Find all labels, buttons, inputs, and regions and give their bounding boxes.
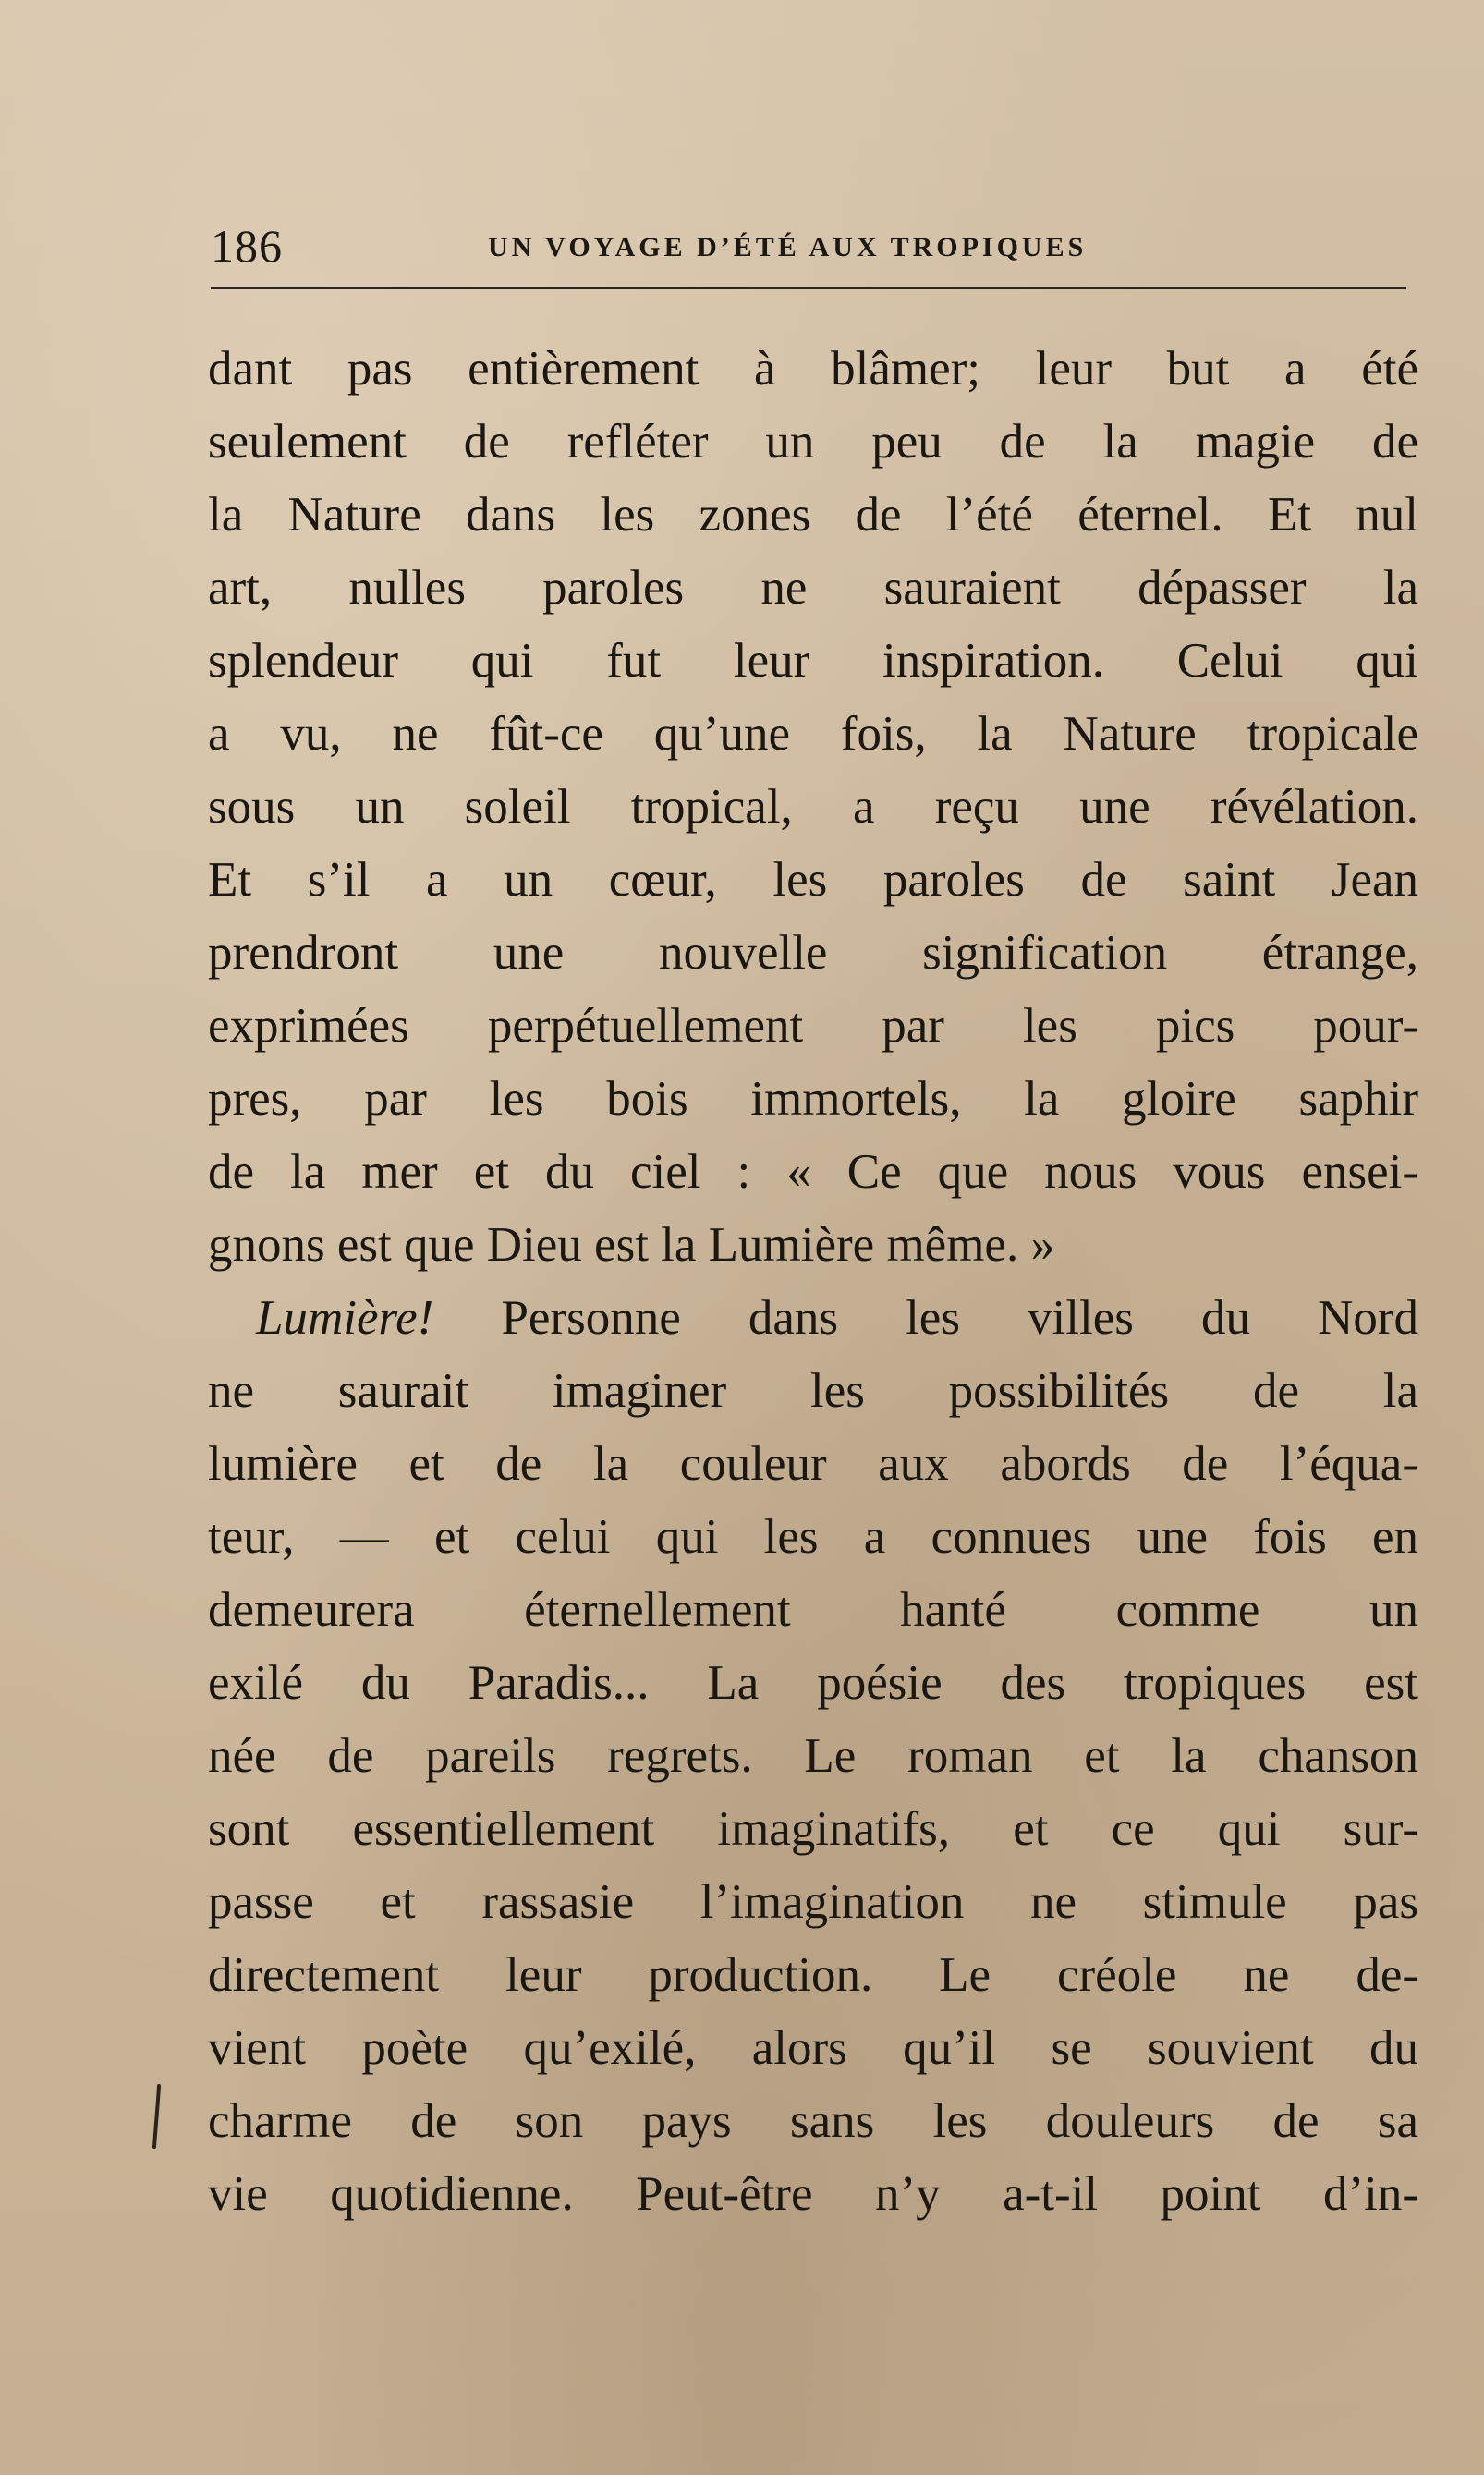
text-segment: Personne dans les villes du Nord [433,1291,1418,1345]
page-header [211,211,1405,275]
header-rule [211,287,1406,289]
text-line: pres, par les bois immortels, la gloire saphir [208,1072,1418,1126]
text-line: sous un soleil tropical, a reçu une révélation. [208,780,1418,834]
text-line: seulement de refléter un peu de la magie de [208,415,1418,469]
text-line: exprimées perpétuellement par les pics pour- [208,999,1418,1053]
body-text [208,333,1418,2231]
running-title: UN VOYAGE D’ÉTÉ AUX TROPIQUES [488,232,1088,262]
text-line-first [208,1282,1418,1355]
paragraph-2 [208,1282,1418,2231]
text-line: Et s’il a un cœur, les paroles de saint Jean [208,853,1418,907]
text-line: dant pas entièrement à blâmer; leur but a été [208,342,1418,396]
text-line: gnons est que Dieu est la Lumière même. » [208,1218,1055,1272]
text-line: sont essentiellement imaginatifs, et ce qui sur- [208,1802,1418,1856]
text-line: passe et rassasie l’imagination ne stimule pas [208,1875,1418,1929]
page-number: 186 [211,220,283,272]
text-line: directement leur production. Le créole ne de- [208,1948,1418,2002]
text-line: vient poète qu’exilé, alors qu’il se souvient du [208,2021,1418,2075]
text-line: charme de son pays sans les douleurs de sa [208,2094,1418,2148]
margin-pencil-mark [151,2084,164,2149]
text-line: art, nulles paroles ne sauraient dépasser la [208,561,1418,615]
text-line: vie quotidienne. Peut-être n’y a-t-il point d’in- [208,2167,1418,2221]
text-line: demeurera éternellement hanté comme un [208,1583,1418,1637]
text-line: splendeur qui fut leur inspiration. Celui qui [208,634,1418,688]
paragraph-1 [208,333,1418,1282]
text-line: prendront une nouvelle signification étrange, [208,926,1418,980]
emphasis-word: Lumière! [256,1291,434,1345]
text-line: la Nature dans les zones de l’été éternel. Et nul [208,488,1418,542]
text-line: exilé du Paradis... La poésie des tropiques est [208,1656,1418,1710]
text-line: a vu, ne fût-ce qu’une fois, la Nature tropicale [208,707,1418,761]
text-line: de la mer et du ciel : « Ce que nous vous ensei- [208,1145,1418,1199]
text-line: lumière et de la couleur aux abords de l’équa- [208,1437,1418,1491]
text-line: née de pareils regrets. Le roman et la chanson [208,1729,1418,1783]
text-line: teur, — et celui qui les a connues une fois en [208,1510,1418,1564]
text-line: ne saurait imaginer les possibilités de la [208,1364,1418,1418]
